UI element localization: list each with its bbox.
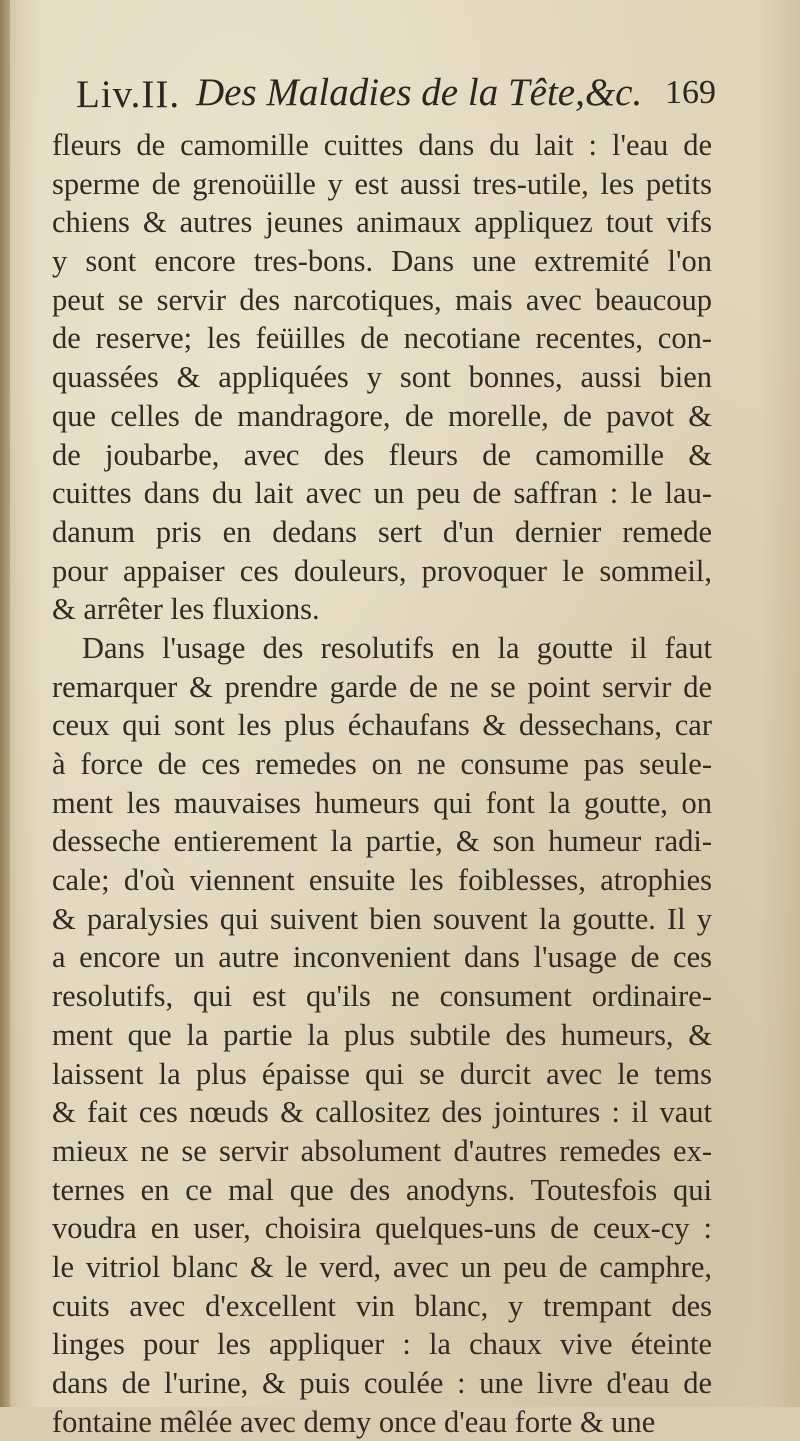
text-line: de reserve; les feüilles de necotiane recentes, con-	[52, 321, 712, 356]
text-line: ment les mauvaises humeurs qui font la goutte, on	[52, 785, 712, 820]
text-line: voudra en user, choisira quelques-uns de ceux-cy :	[52, 1211, 712, 1246]
text-line: y sont encore tres-bons. Dans une extremité l'on	[52, 244, 712, 279]
text-line: & fait ces nœuds & callositez des jointures : il vaut	[52, 1095, 712, 1130]
page-binding-edge	[0, 0, 10, 1407]
text-line: fontaine mêlée avec demy once d'eau forte & une	[52, 1404, 656, 1439]
text-line: le vitriol blanc & le verd, avec un peu de camphre,	[52, 1249, 712, 1284]
text-line: de joubarbe, avec des fleurs de camomille &	[52, 437, 712, 472]
text-line: cale; d'où viennent ensuite les foiblesses, atrophies	[52, 863, 712, 898]
text-line: cuits avec d'excellent vin blanc, y trempant des	[52, 1288, 712, 1323]
text-line: ternes en ce mal que des anodyns. Toutesfois qui	[52, 1172, 712, 1207]
text-line: desseche entierement la partie, & son humeur radi-	[52, 824, 712, 859]
text-line: remarquer & prendre garde de ne se point servir de	[52, 669, 712, 704]
text-line: ceux qui sont les plus échaufans & dessechans, car	[52, 708, 712, 743]
text-line: à force de ces remedes on ne consume pas seule-	[52, 747, 712, 781]
text-line: Dans l'usage des resolutifs en la goutte il faut	[82, 630, 712, 665]
text-line: dans de l'urine, & puis coulée : une livre d'eau de	[52, 1366, 712, 1400]
text-line: resolutifs, qui est qu'ils ne consument ordinaire-	[52, 979, 712, 1014]
text-line: chiens & autres jeunes animaux appliquez tout vifs	[52, 205, 712, 240]
header-chapter-title: Des Maladies de la Tête,&c.	[196, 71, 643, 114]
text-line: mieux ne se servir absolument d'autres remedes ex-	[52, 1133, 712, 1168]
text-line: quassées & appliquées y sont bonnes, aussi bien	[52, 360, 712, 395]
text-line: que celles de mandragore, de morelle, de pavot &	[52, 398, 712, 433]
running-header	[76, 66, 716, 126]
text-line: peut se servir des narcotiques, mais avec beaucoup	[52, 282, 712, 317]
text-line: sperme de grenoüille y est aussi tres-utile, les petits	[52, 166, 712, 201]
text-line: fleurs de camomille cuittes dans du lait : l'eau de	[52, 128, 712, 162]
text-line: laissent la plus épaisse qui se durcit avec le tems	[52, 1056, 712, 1091]
text-line: & paralysies qui suivent bien souvent la goutte. Il y	[52, 901, 712, 936]
page-number: 169	[665, 74, 716, 111]
body-text	[52, 126, 712, 1441]
header-book-number: Liv.II.	[76, 73, 181, 116]
text-line: danum pris en dedans sert d'un dernier remede	[52, 514, 712, 549]
text-line: cuittes dans du lait avec un peu de saffran : le lau-	[52, 476, 712, 511]
text-line: a encore un autre inconvenient dans l'usage de ces	[52, 940, 712, 975]
text-line: ment que la partie la plus subtile des humeurs, &	[52, 1017, 712, 1052]
text-line: linges pour les appliquer : la chaux vive éteinte	[52, 1327, 712, 1362]
text-line: pour appaiser ces douleurs, provoquer le sommeil,	[52, 553, 712, 588]
text-line: & arrêter les fluxions.	[52, 592, 320, 627]
